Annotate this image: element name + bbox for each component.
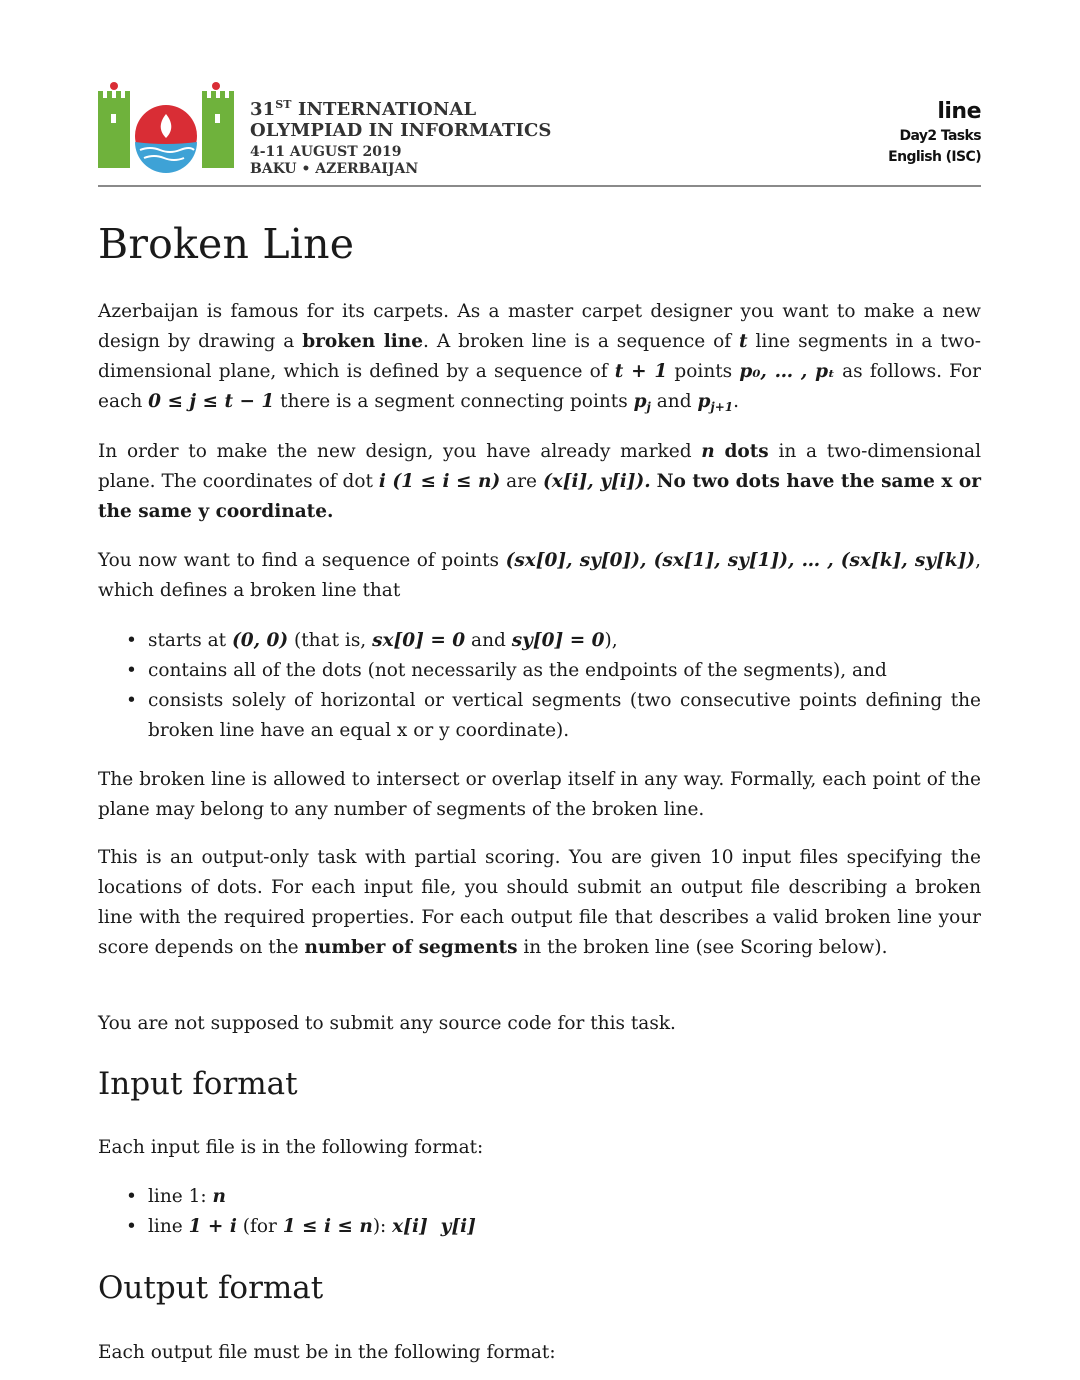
ioi-2019-logo — [98, 78, 236, 174]
list-item: • line 1 + i (for 1 ≤ i ≤ n): x[i] y[i] — [126, 1216, 476, 1237]
header-divider — [98, 185, 981, 187]
paragraph-scoring: This is an output-only task with partial scoring. You are given 10 input files specifying the locations of dots. For each input file, you should submit an output file describing a broken line with the required properties. For each output file that describes a valid broken line your score depends on the number of segments in the broken line (see Scoring below). — [98, 847, 981, 958]
list-item: • line 1: n — [126, 1186, 226, 1207]
paragraph-sequence: You now want to find a sequence of points (sx[0], sy[0]), (sx[1], sy[1]), … , (sx[k], sy[k]), which defines a broken line that — [98, 550, 981, 601]
task-language: English (ISC) — [888, 149, 981, 165]
input-format-list — [98, 1182, 981, 1242]
task-day: Day2 Tasks — [899, 128, 981, 144]
paragraph-no-source: You are not supposed to submit any source code for this task. — [98, 1013, 676, 1034]
input-intro: Each input file is in the following format: — [98, 1137, 484, 1158]
page-header — [98, 78, 981, 186]
list-item: • contains all of the dots (not necessarily as the endpoints of the segments), and — [126, 660, 887, 681]
page-title: Broken Line — [98, 220, 355, 268]
list-item: • starts at (0, 0) (that is, sx[0] = 0 and sy[0] = 0), — [126, 630, 618, 651]
paragraph-intro: Azerbaijan is famous for its carpets. As a master carpet designer you want to make a new design by drawing a broken line. A broken line is a sequence of t line segments in a two-dimensional plane, which is defined by a sequence of t + 1 points p₀, … , pₜ as follows. For each 0 ≤ j ≤ t − 1 there is a segment connecting points $p_j$ and $p_{j+1}$. — [98, 301, 981, 414]
olympiad-title: 31ST INTERNATIONAL OLYMPIAD IN INFORMATICS 4-11 AUGUST 2019 BAKU • AZERBAIJAN — [250, 98, 552, 177]
output-intro: Each output file must be in the following format: — [98, 1342, 556, 1363]
list-item: • consists solely of horizontal or vertical segments (two consecutive points defining the broken line have an equal x or y coordinate). — [126, 690, 981, 741]
paragraph-dots: In order to make the new design, you have already marked n dots in a two-dimensional plane. The coordinates of dot i (1 ≤ i ≤ n) are (x[i], y[i]). No two dots have the same x or the same y coordinate. — [98, 441, 981, 522]
section-heading-output: Output format — [98, 1270, 324, 1306]
paragraph-overlap: The broken line is allowed to intersect or overlap itself in any way. Formally, each point of the plane may belong to any number of segments of the broken line. — [98, 769, 981, 820]
section-heading-input: Input format — [98, 1066, 298, 1102]
task-meta — [888, 98, 981, 168]
task-name: line — [937, 99, 981, 124]
requirements-list — [98, 626, 981, 746]
